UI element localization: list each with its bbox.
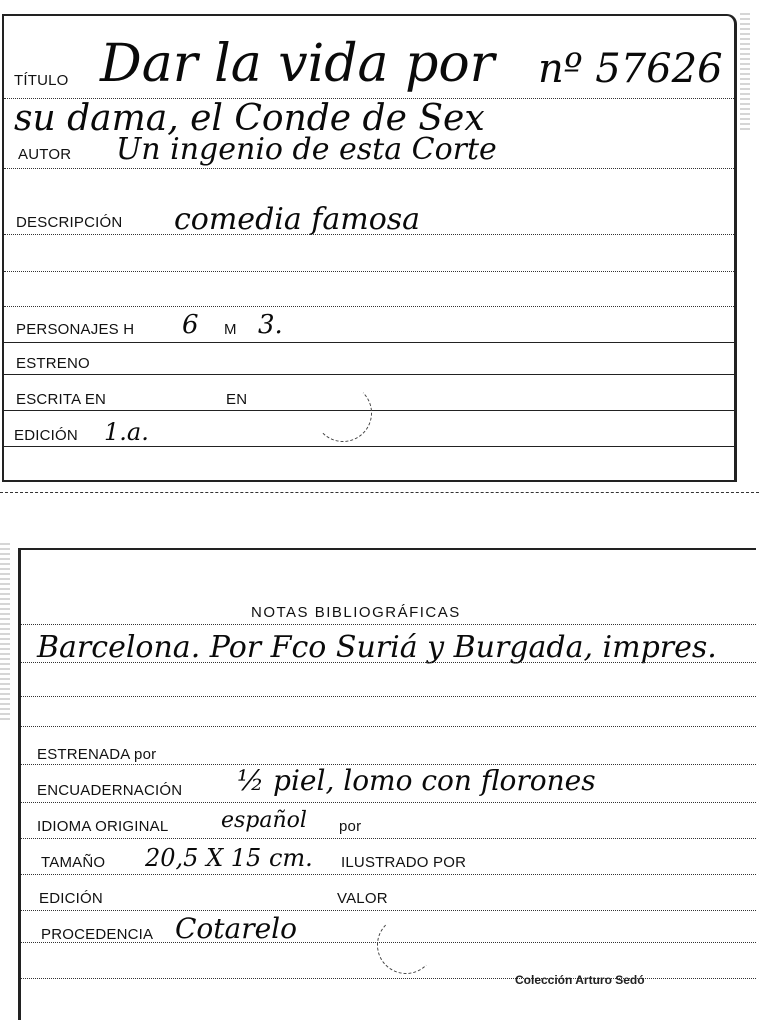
- tamano-label: TAMAÑO: [41, 854, 106, 871]
- valor-label: VALOR: [337, 890, 388, 907]
- rule-line: [4, 374, 734, 375]
- notas-heading: NOTAS BIBLIOGRÁFICAS: [251, 604, 461, 621]
- rule-line: [4, 271, 734, 272]
- paper-edge: [0, 540, 10, 720]
- estreno-label: ESTRENO: [16, 355, 90, 372]
- personajes-h-label: PERSONAJES H: [16, 321, 135, 338]
- rule-line: [21, 838, 756, 839]
- numero-registro: nº 57626: [538, 46, 723, 92]
- encuadernacion-label: ENCUADERNACIÓN: [37, 782, 183, 799]
- rule-line: [21, 726, 756, 727]
- rule-line: [21, 874, 756, 875]
- procedencia-value: Cotarelo: [175, 912, 297, 945]
- rule-line: [21, 696, 756, 697]
- tamano-value: 20,5 X 15 cm.: [145, 844, 313, 872]
- titulo-continuacion: su dama, el Conde de Sex: [14, 98, 485, 139]
- estrenada-label: ESTRENADA por: [37, 746, 157, 763]
- autor-value: Un ingenio de esta Corte: [116, 132, 497, 167]
- descripcion-value: comedia famosa: [174, 202, 421, 237]
- rule-line: [21, 662, 756, 663]
- procedencia-label: PROCEDENCIA: [41, 926, 154, 943]
- rule-line: [21, 910, 756, 911]
- punch-hole: [314, 384, 372, 442]
- personajes-h-value: 6: [182, 310, 199, 340]
- catalog-card-front: [2, 14, 737, 482]
- personajes-m-value: 3.: [258, 310, 283, 340]
- notas-value: Barcelona. Por Fco Suriá y Burgada, impres.: [37, 630, 717, 665]
- titulo-value: Dar la vida por: [100, 34, 495, 94]
- paper-edge: [740, 10, 750, 130]
- rule-line: [4, 446, 734, 447]
- punch-hole: [377, 916, 435, 974]
- rule-line: [4, 306, 734, 307]
- ilustrado-label: ILUSTRADO POR: [341, 854, 467, 871]
- personajes-m-label: M: [224, 321, 237, 338]
- idioma-por-label: por: [339, 818, 362, 835]
- rule-line: [4, 342, 734, 343]
- idioma-label: IDIOMA ORIGINAL: [37, 818, 169, 835]
- card-separator: [0, 492, 759, 493]
- rule-line: [21, 624, 756, 625]
- collection-stamp: Colección Arturo Sedó: [515, 973, 645, 987]
- edicion-label: EDICIÓN: [39, 890, 103, 907]
- rule-line: [21, 802, 756, 803]
- encuadernacion-value: ½ piel, lomo con florones: [237, 764, 596, 797]
- catalog-card-back: [18, 548, 756, 1020]
- escrita-label: ESCRITA EN: [16, 391, 107, 408]
- rule-line: [4, 168, 734, 169]
- descripcion-label: DESCRIPCIÓN: [16, 214, 123, 231]
- titulo-label: TÍTULO: [14, 72, 69, 89]
- edicion-value: 1.a.: [104, 418, 149, 446]
- idioma-value: español: [221, 808, 307, 833]
- autor-label: AUTOR: [18, 146, 72, 163]
- edicion-label: EDICIÓN: [14, 427, 78, 444]
- rule-line: [21, 978, 756, 979]
- en-label: EN: [226, 391, 248, 408]
